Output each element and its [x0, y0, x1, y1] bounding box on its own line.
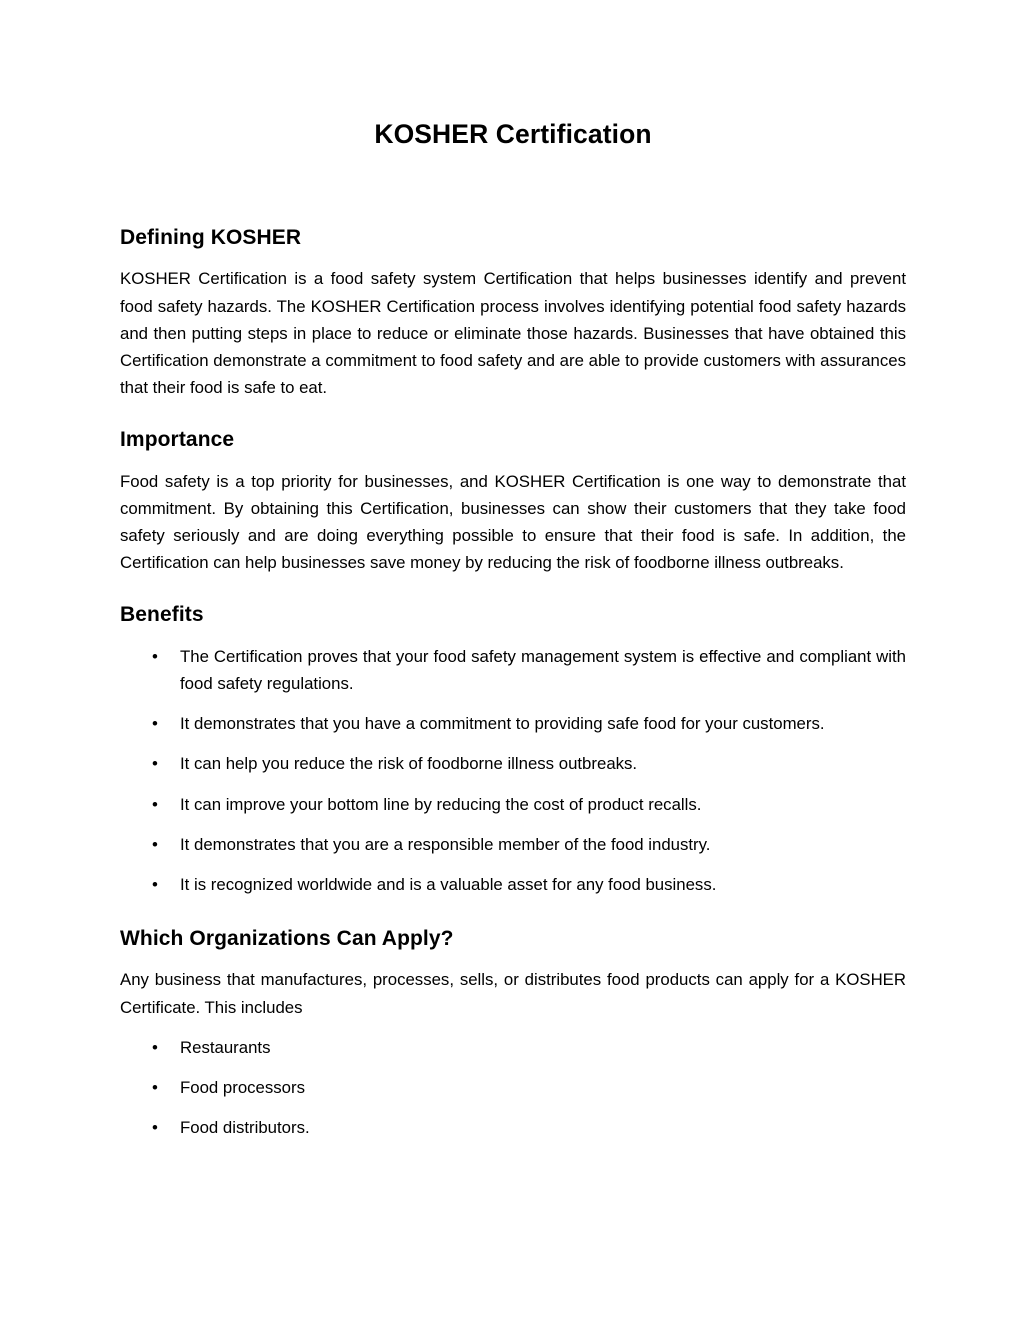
bullet-icon: •	[152, 1037, 158, 1057]
list-item-label: It is recognized worldwide and is a valuable asset for any food business.	[180, 874, 717, 894]
list-item	[120, 643, 906, 697]
section-heading-importance: Importance	[120, 428, 235, 452]
list-item-label: It can help you reduce the risk of foodborne illness outbreaks.	[180, 754, 638, 774]
page-title: KOSHER Certification	[374, 119, 652, 149]
section-heading-benefits: Benefits	[120, 603, 204, 627]
bullet-icon: •	[152, 834, 158, 854]
list-item	[120, 1074, 906, 1101]
list-item-label: It demonstrates that you are a responsible member of the food industry.	[180, 834, 711, 854]
list-item	[120, 710, 906, 737]
bullet-icon: •	[152, 1118, 158, 1138]
applicants-list	[120, 1034, 906, 1142]
list-item	[120, 1034, 906, 1061]
list-item-label: It demonstrates that you have a commitment to providing safe food for your customers.	[180, 714, 825, 734]
list-item-label: Food processors	[180, 1077, 305, 1097]
list-item	[120, 831, 906, 858]
bullet-icon: •	[152, 794, 158, 814]
bullet-icon: •	[152, 714, 158, 734]
list-item	[120, 1114, 906, 1141]
section-paragraph-defining-kosher: KOSHER Certification is a food safety system Certification that helps businesses identify and prevent food safety hazards. The KOSHER Certification process involves identifying potential food safety hazards and then putting steps in place to reduce or eliminate those hazards. Businesses that have obtained this Certification demonstrate a commitment to food safety and are able to provide customers with assurances that their food is safe to eat.	[120, 269, 906, 398]
list-item	[120, 750, 906, 777]
list-item-label: The Certification proves that your food safety management system is effective and compliant with food safety regulations.	[180, 646, 906, 693]
section-heading-defining-kosher: Defining KOSHER	[120, 226, 302, 250]
benefits-list	[120, 629, 906, 898]
list-item-label: Restaurants	[180, 1037, 271, 1057]
bullet-icon: •	[152, 646, 158, 666]
section-heading-which-organizations-can-apply: Which Organizations Can Apply?	[120, 927, 454, 951]
list-item-label: Food distributors.	[180, 1118, 310, 1138]
document-content	[120, 0, 906, 1141]
bullet-icon: •	[152, 874, 158, 894]
bullet-icon: •	[152, 754, 158, 774]
section-paragraph-importance: Food safety is a top priority for businesses, and KOSHER Certification is one way to demonstrate that commitment. By obtaining this Certification, businesses can show their customers that they take food safety seriously and are doing everything possible to ensure that their food is safe. In addition, the Certification can help businesses save money by reducing the risk of foodborne illness outbreaks.	[120, 471, 906, 573]
section-paragraph-which-organizations-can-apply: Any business that manufactures, processes, sells, or distributes food products can apply for a KOSHER Certificate. This includes	[120, 970, 906, 1017]
list-item	[120, 791, 906, 818]
list-item	[120, 871, 906, 898]
list-item-label: It can improve your bottom line by reducing the cost of product recalls.	[180, 794, 702, 814]
bullet-icon: •	[152, 1077, 158, 1097]
